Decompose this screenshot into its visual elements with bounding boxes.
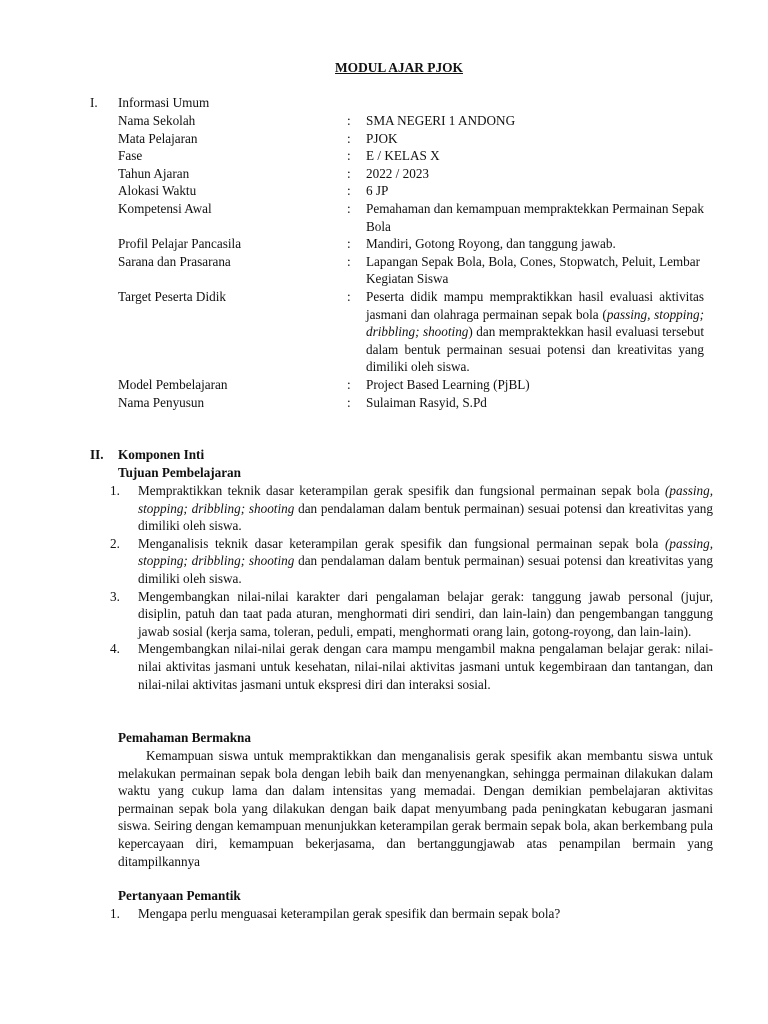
info-value: SMA NEGERI 1 ANDONG xyxy=(366,113,516,128)
pertanyaan-pemantik-title: Pertanyaan Pemantik xyxy=(118,888,241,903)
info-value: 2022 / 2023 xyxy=(366,165,430,181)
info-value-text: ) dan mempraktekkan hasil evaluasi tersebut dalam bentuk permainan sesuai potensi dan kreativitas yang dimiliki oleh siswa. xyxy=(366,324,704,375)
section-number: I. xyxy=(90,95,98,110)
info-colon: : xyxy=(347,113,351,128)
info-value: PJOK xyxy=(366,130,398,146)
section-label: Komponen Inti xyxy=(118,447,205,462)
list-item xyxy=(110,588,713,641)
list-number: 1. xyxy=(110,906,120,921)
info-row-mata-pelajaran xyxy=(118,130,718,148)
info-value: Pemahaman dan kemampuan mempraktekkan Permainan Sepak Bola xyxy=(366,200,705,234)
list-number: 1. xyxy=(110,483,120,498)
list-text: Menganalisis teknik dasar keterampilan gerak spesifik dan fungsional permainan sepak bola xyxy=(138,535,665,551)
info-row-tahun-ajaran xyxy=(118,165,718,183)
info-value xyxy=(366,288,704,376)
list-text: Mempraktikkan teknik dasar keterampilan gerak spesifik dan fungsional permainan sepak bola xyxy=(138,483,665,498)
info-colon: : xyxy=(347,200,351,216)
info-value: Sulaiman Rasyid, S.Pd xyxy=(366,394,487,410)
list-text: Mengembangkan nilai-nilai karakter dari pengalaman belajar gerak: tanggung jawab personal (jujur, disiplin, patuh dan taat pada aturan, menghormati diri sendiri, dan lain-lain) dan pengembangan tanggung jawab sosial (kerja sama, toleran, peduli, empati, menghormati orang lain, gotong-royong, dan lain-lain). xyxy=(138,588,713,639)
info-row-fase xyxy=(118,147,718,165)
list-number: 2. xyxy=(110,535,120,551)
info-key: Alokasi Waktu xyxy=(118,183,197,199)
list-text-italic: (passing, stopping; dribbling; shooting xyxy=(138,483,713,516)
tujuan-pembelajaran-title: Tujuan Pembelajaran xyxy=(118,465,241,480)
info-key: Sarana dan Prasarana xyxy=(118,253,231,269)
info-key: Mata Pelajaran xyxy=(118,130,198,146)
info-value: Mandiri, Gotong Royong, dan tanggung jawab. xyxy=(366,236,616,252)
info-colon: : xyxy=(347,148,351,164)
section-number: II. xyxy=(90,447,104,462)
list-text: dan pendalaman dalam bentuk permainan) sesuai potensi dan kreativitas yang dimiliki oleh siswa. xyxy=(138,500,713,534)
info-key: Profil Pelajar Pancasila xyxy=(118,236,242,252)
info-table xyxy=(118,112,718,411)
info-colon: : xyxy=(347,165,351,181)
info-row-nama-penyusun xyxy=(118,394,718,412)
info-value: 6 JP xyxy=(366,183,389,199)
info-value: Project Based Learning (PjBL) xyxy=(366,376,530,392)
list-item xyxy=(110,482,713,535)
info-colon: : xyxy=(347,236,351,252)
info-key: Tahun Ajaran xyxy=(118,165,190,181)
list-item xyxy=(110,535,713,588)
info-colon: : xyxy=(347,288,351,304)
list-number: 4. xyxy=(110,641,120,657)
list-item xyxy=(110,640,713,693)
pemahaman-bermakna-title: Pemahaman Bermakna xyxy=(118,730,251,745)
info-row-profil-pelajar xyxy=(118,235,718,253)
info-colon: : xyxy=(347,253,351,269)
info-key: Fase xyxy=(118,148,143,164)
info-row-kompetensi-awal xyxy=(118,200,718,235)
info-row-sarana-prasarana xyxy=(118,253,718,288)
info-row-target-peserta-didik xyxy=(118,288,718,376)
info-key: Kompetensi Awal xyxy=(118,200,212,216)
document-title: MODUL AJAR PJOK xyxy=(335,60,463,75)
list-text: Mengapa perlu menguasai keterampilan gerak spesifik dan bermain sepak bola? xyxy=(138,906,561,921)
info-value: E / KELAS X xyxy=(366,148,440,164)
info-value-text: Peserta didik mampu mempraktikkan hasil evaluasi aktivitas jasmani dan olahraga permainan sepak bola ( xyxy=(366,288,704,322)
info-row-model-pembelajaran xyxy=(118,376,718,394)
info-value: Lapangan Sepak Bola, Bola, Cones, Stopwatch, Peluit, Lembar Kegiatan Siswa xyxy=(366,253,701,287)
pemahaman-bermakna-paragraph: Kemampuan siswa untuk mempraktikkan dan menganalisis gerak spesifik akan membantu siswa untuk melakukan permainan sepak bola dengan lebih baik dan menyenangkan, sehingga permainan dilakukan dalam waktu yang cukup lama dan dalam intensitas yang memadai. Dengan demikian pembelajaran aktivitas permainan sepak bola yang dilakukan dengan baik dapat menyumbang pada peningkatan kebugaran jasmani siswa. Seiring dengan kemampuan menunjukkan keterampilan gerak bermain sepak bola, akan berkembang pula kepercayaan diri, kemampuan bekerjasama, dan bertanggungjawab atas penampilan bermain yang ditampilkannya xyxy=(118,748,713,869)
info-value-italic: passing, stopping; dribbling; shooting xyxy=(366,306,704,340)
list-text: dan pendalaman dalam bentuk permainan) sesuai potensi dan kreativitas yang dimiliki oleh siswa. xyxy=(138,553,713,586)
info-key: Target Peserta Didik xyxy=(118,288,226,304)
info-row-nama-sekolah xyxy=(118,112,718,130)
info-key: Nama Penyusun xyxy=(118,394,205,410)
info-key: Model Pembelajaran xyxy=(118,376,228,392)
info-colon: : xyxy=(347,130,351,146)
info-row-alokasi-waktu xyxy=(118,182,718,200)
list-text: Mengembangkan nilai-nilai gerak dengan cara mampu mengambil makna pengalaman belajar gerak: nilai-nilai aktivitas jasmani untuk kesehatan, nilai-nilai aktivitas jasmani untuk kegembiraan dan tantangan, dan nilai-nilai aktivitas jasmani untuk ekspresi diri dan interaksi sosial. xyxy=(138,641,713,692)
info-key: Nama Sekolah xyxy=(118,113,196,128)
pemantik-question xyxy=(110,905,720,923)
list-text-italic: (passing, stopping; dribbling; shooting xyxy=(138,535,713,569)
list-number: 3. xyxy=(110,588,120,604)
section-label: Informasi Umum xyxy=(118,95,210,110)
info-colon: : xyxy=(347,394,351,410)
goals-list xyxy=(110,482,713,693)
info-colon: : xyxy=(347,376,351,392)
info-colon: : xyxy=(347,183,351,199)
